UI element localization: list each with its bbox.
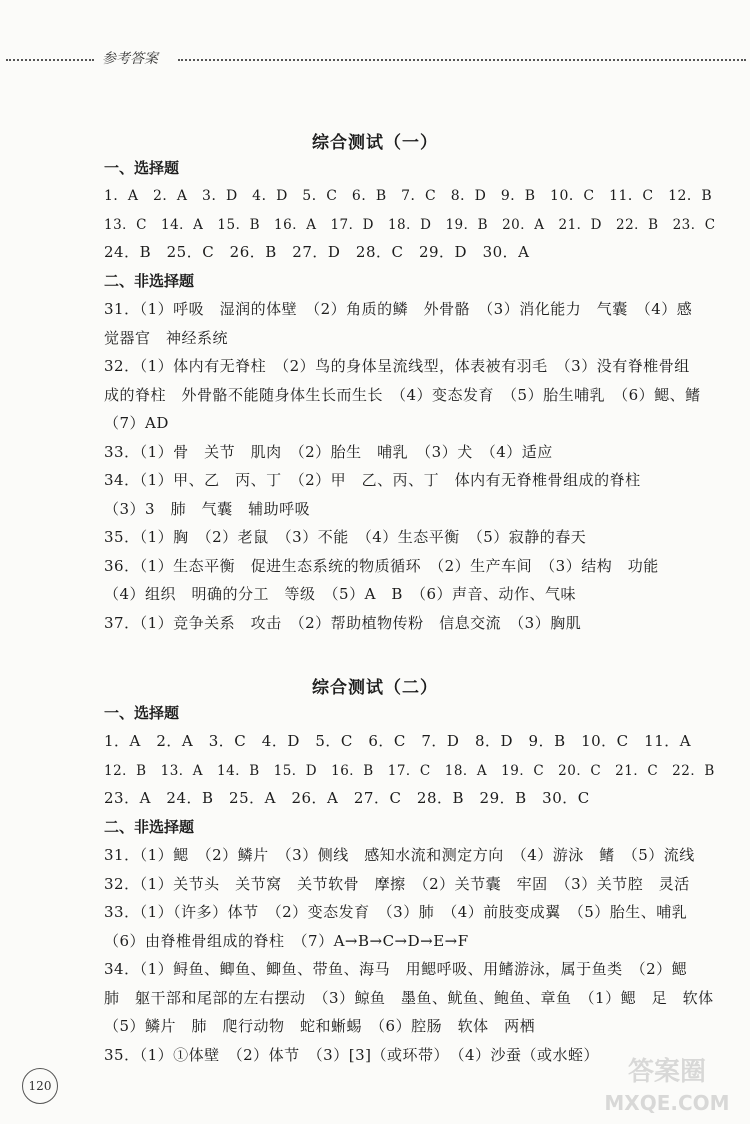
answer-line: 37．（1）竞争关系 攻击 （2）帮助植物传粉 信息交流 （3）胸肌	[104, 614, 582, 632]
header-title: 参考答案	[102, 51, 158, 67]
answer-line: 1．A 2．A 3．D 4．D 5．C 6．B 7．C 8．D 9．B 10．C 11．C 12．B	[104, 188, 713, 204]
nonmc-heading: 二、非选择题	[104, 272, 195, 290]
answer-line: 成的脊柱 外骨骼不能随身体生长而生长 （4）变态发育 （5）胎生哺乳 （6）鳃、鳍	[104, 386, 701, 404]
answer-line: （3）3 肺 气囊 辅助呼吸	[104, 500, 311, 518]
answer-line: 35．（1）①体壁 （2）体节 （3）[3]（或环带） （4）沙蚕（或水蛭）	[104, 1046, 600, 1064]
answer-line: 24．B 25．C 26．B 27．D 28．C 29．D 30．A	[104, 243, 530, 261]
answer-line: 觉器官 神经系统	[104, 329, 229, 347]
section-title: 综合测试（一）	[312, 133, 438, 153]
answer-line: （5）鳞片 肺 爬行动物 蛇和蜥蜴 （6）腔肠 软体 两栖	[104, 1017, 536, 1035]
watermark-line2: MXQE.COM	[604, 1091, 730, 1115]
answer-line: 33．（1）（许多）体节 （2）变态发育 （3）肺 （4）前肢变成翼 （5）胎生、哺乳	[104, 903, 688, 921]
answer-line: 34．（1）鲟鱼、鲫鱼、鲫鱼、带鱼、海马 用鳃呼吸、用鳍游泳，属于鱼类 （2）鳃	[104, 960, 688, 978]
nonmc-heading: 二、非选择题	[104, 818, 195, 836]
answer-line: （4）组织 明确的分工 等级 （5）A B （6）声音、动作、气味	[104, 585, 576, 603]
section-title: 综合测试（二）	[312, 678, 438, 698]
page-number: 120	[22, 1068, 58, 1104]
answer-line: 32．（1）体内有无脊柱 （2）鸟的身体呈流线型，体表被有羽毛 （3）没有脊椎骨组	[104, 357, 690, 375]
running-header	[0, 48, 750, 72]
answer-line: 33．（1）骨 关节 肌肉 （2）胎生 哺乳 （3）犬 （4）适应	[104, 443, 553, 461]
mc-heading: 一、选择题	[104, 704, 180, 722]
answer-line: 23．A 24．B 25．A 26．A 27．C 28．B 29．B 30．C	[104, 789, 590, 807]
answer-line: 肺 躯干部和尾部的左右摆动 （3）鲸鱼 墨鱼、鱿鱼、鲍鱼、章鱼 （1）鳃 足 软体	[104, 989, 714, 1007]
answer-line: 34．（1）甲、乙 丙、丁 （2）甲 乙、丙、丁 体内有无脊椎骨组成的脊柱	[104, 471, 641, 489]
answer-line: （6）由脊椎骨组成的脊柱 （7）A→B→C→D→E→F	[104, 932, 469, 950]
answer-line: 31．（1）呼吸 湿润的体壁 （2）角质的鳞 外骨骼 （3）消化能力 气囊 （4）感	[104, 300, 693, 318]
answer-line: 35．（1）胸 （2）老鼠 （3）不能 （4）生态平衡 （5）寂静的春天	[104, 528, 587, 546]
answer-line: 1．A 2．A 3．C 4．D 5．C 6．C 7．D 8．D 9．B 10．C 11．A	[104, 732, 692, 750]
mc-heading: 一、选择题	[104, 159, 180, 177]
answer-line: 13．C 14．A 15．B 16．A 17．D 18．D 19．B 20．A 21．D 22．B 23．C	[104, 217, 716, 233]
answer-line: 36．（1）生态平衡 促进生态系统的物质循环 （2）生产车间 （3）结构 功能	[104, 557, 659, 575]
answer-line: 12．B 13．A 14．B 15．D 16．B 17．C 18．A 19．C 20．C 21．C 22．B	[104, 763, 715, 779]
header-dotted-rule-left	[6, 59, 94, 61]
header-dotted-rule-right	[178, 59, 746, 61]
watermark-line1: 答案圈	[627, 1057, 707, 1087]
answer-line: （7）AD	[104, 414, 169, 432]
watermark-logo	[592, 1050, 742, 1120]
answer-line: 31．（1）鳃 （2）鳞片 （3）侧线 感知水流和测定方向 （4）游泳 鳍 （5）流线	[104, 846, 695, 864]
answer-line: 32．（1）关节头 关节窝 关节软骨 摩擦 （2）关节囊 牢固 （3）关节腔 灵活	[104, 875, 690, 893]
